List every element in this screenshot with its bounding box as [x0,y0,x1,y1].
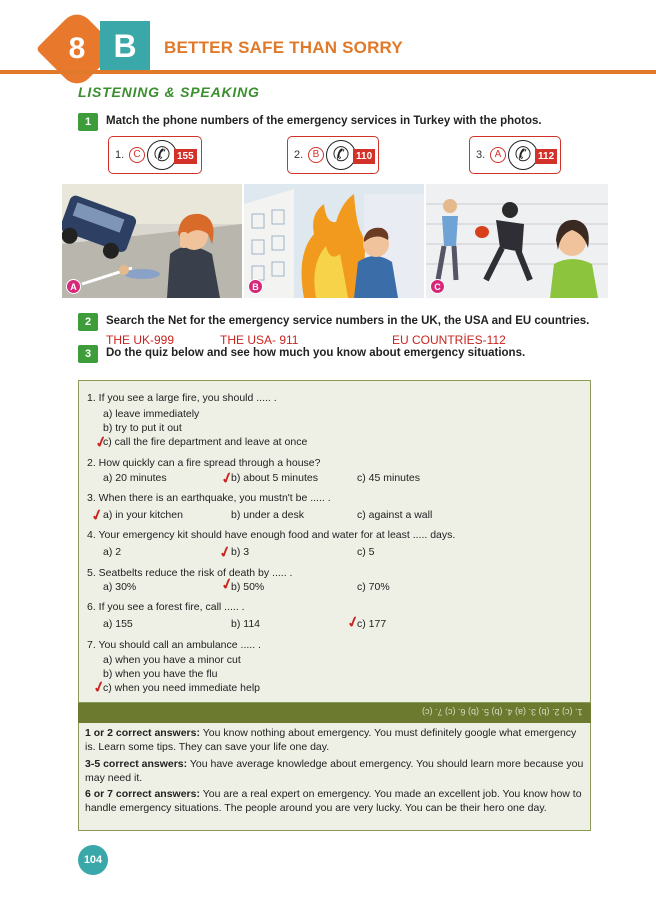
quiz-option: a) when you have a minor cut [103,654,241,666]
results-box [78,723,591,831]
photo-car-accident [62,184,242,298]
result-heading: 1 or 2 correct answers: [85,727,200,739]
answer-circle: B [308,147,324,163]
quiz-option: c) 177 [357,618,387,630]
quiz-question: 1. If you see a large fire, you should ..... . [87,392,277,404]
quiz-option: a) 2 [103,546,122,558]
quiz-question: 5. Seatbelts reduce the risk of death by ..... . [87,567,293,579]
quiz-option: c) 5 [357,546,375,558]
header-rule [0,70,656,74]
quiz-option: b) when you have the flu [103,668,218,680]
answer-circle: A [490,147,506,163]
quiz-question: 3. When there is an earthquake, you mustn't be ..... . [87,492,331,504]
result-text: You have average knowledge about emergency. You should learn more because you may need it. [85,758,584,784]
tick-mark: ✓ [217,542,234,563]
exercise-number: 3 [78,345,98,363]
phone-box-1 [108,136,202,174]
phone-number: 155 [174,149,197,164]
quiz-option: c) when you need immediate help [103,682,261,694]
exercise-instruction: Search the Net for the emergency service numbers in the UK, the USA and EU countries. [106,315,590,327]
answer-key: 1. (c) 2. (b) 3. (a) 4. (b) 5. (b) 6. (c) 7. (c) [422,707,583,717]
phone-label: 1. [115,149,125,161]
result-6-7 [85,788,585,815]
exercise-instruction: Do the quiz below and see how much you know about emergency situations. [106,347,526,359]
phone-icon: ✆ [326,140,356,170]
answer-circle: C [129,147,145,163]
exercise-instruction: Match the phone numbers of the emergency services in Turkey with the photos. [106,115,542,127]
photo-label: A [66,279,81,294]
quiz-option: b) try to put it out [103,422,182,434]
tick-mark: ✓ [345,612,362,633]
answer-key-bar [78,703,591,723]
phone-label: 3. [476,149,486,161]
quiz-option: c) 70% [357,581,390,593]
section-title: LISTENING & SPEAKING [78,84,260,100]
quiz-option: a) 30% [103,581,137,593]
phone-icon: ✆ [147,140,177,170]
quiz-option: b) 114 [231,618,260,630]
quiz-question: 7. You should call an ambulance ..... . [87,639,261,651]
tick-mark: ✓ [219,574,236,595]
quiz-option: c) call the fire department and leave at once [103,436,308,448]
quiz-option: c) against a wall [357,509,433,521]
photo-label: C [430,279,445,294]
exercise-number: 2 [78,313,98,331]
quiz-option: a) leave immediately [103,408,200,420]
quiz-option: b) under a desk [231,509,304,521]
photo-label: B [248,279,263,294]
quiz-box [78,380,591,703]
quiz-option: a) 20 minutes [103,472,167,484]
phone-number: 110 [353,149,375,164]
quiz-option: b) 50% [231,581,265,593]
result-text: You know nothing about emergency. You must definitely google what emergency is. Learn some tips. They can save your life one day. [85,727,577,753]
tick-mark: ✓ [93,432,110,453]
phone-box-2 [287,136,379,174]
photo-robbery [426,184,608,298]
quiz-option: b) about 5 minutes [231,472,318,484]
phone-number: 112 [535,149,557,164]
tick-mark: ✓ [91,677,108,698]
page-title: BETTER SAFE THAN SORRY [164,38,403,57]
handwritten-uk: THE UK-999 [106,333,175,347]
quiz-question: 4. Your emergency kit should have enough food and water for at least ..... days. [87,529,456,541]
quiz-option: b) 3 [231,546,250,558]
handwritten-eu: EU COUNTRİES-112 [392,333,506,347]
unit-letter: B [100,21,150,71]
page-number: 104 [78,845,108,875]
result-heading: 6 or 7 correct answers: [85,788,200,800]
result-heading: 3-5 correct answers: [85,758,188,770]
phone-label: 2. [294,149,304,161]
quiz-option: a) in your kitchen [103,509,183,521]
handwritten-usa: THE USA- 911 [220,333,299,347]
unit-number: 8 [68,32,86,65]
result-text: You are a real expert on emergency. You made an excellent job. You know how to handle emergency situations. The people around you are very lucky. You can be their hero one day. [85,788,582,814]
quiz-question: 2. How quickly can a fire spread through a house? [87,457,321,469]
quiz-question: 6. If you see a forest fire, call ..... . [87,601,245,613]
result-1-2 [85,727,585,754]
phone-box-3 [469,136,561,174]
exercise-number: 1 [78,113,98,131]
tick-mark: ✓ [219,468,236,489]
quiz-option: a) 155 [103,618,133,630]
result-3-5 [85,758,585,785]
photo-house-fire [244,184,424,298]
tick-mark: ✓ [89,505,106,526]
quiz-option: c) 45 minutes [357,472,421,484]
phone-icon: ✆ [508,140,538,170]
